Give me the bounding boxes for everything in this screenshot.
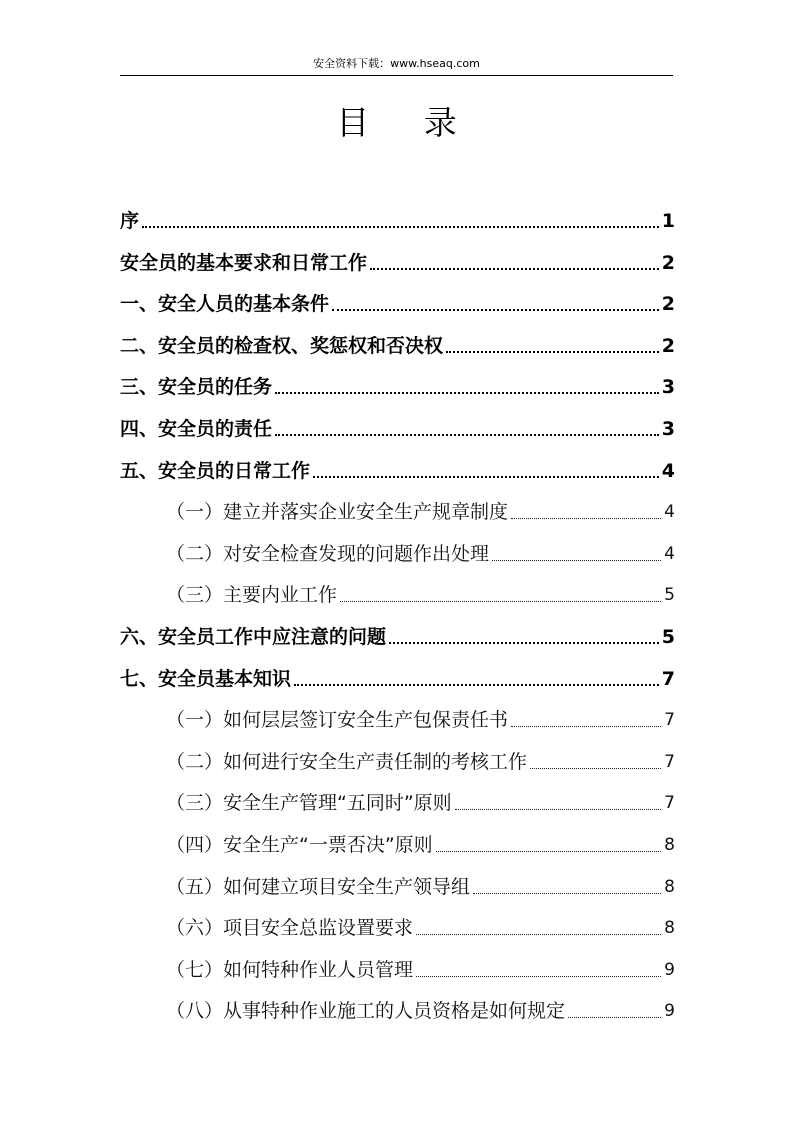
toc-entry[interactable] [166, 788, 675, 816]
toc-entry-title: 一、安全人员的基本条件 [120, 293, 330, 316]
toc-dot-leader [455, 809, 661, 810]
toc-page-number: 2 [661, 251, 675, 274]
toc-entry[interactable] [120, 289, 675, 317]
toc-page-number: 5 [661, 626, 675, 648]
toc-page-number: 7 [664, 710, 675, 731]
toc-dot-leader [511, 726, 661, 727]
toc-entry[interactable] [166, 913, 675, 941]
toc-page-number: 5 [664, 585, 675, 606]
toc-dot-leader [436, 851, 661, 852]
toc-entry[interactable] [166, 705, 675, 733]
toc-entry[interactable] [166, 830, 675, 858]
toc-entry[interactable] [166, 996, 675, 1024]
toc-entry[interactable] [166, 497, 675, 525]
toc-dot-leader [294, 684, 659, 686]
toc-dot-leader [313, 476, 659, 478]
toc-page-number: 8 [664, 876, 675, 897]
toc-entry-title: 四、安全员的责任 [120, 418, 273, 440]
toc-entry[interactable] [120, 414, 675, 442]
toc-entry[interactable] [166, 539, 675, 567]
toc-dot-leader [416, 934, 661, 935]
toc-dot-leader [370, 268, 659, 270]
page-title: 目 录 [336, 103, 479, 142]
toc-page-number: 2 [661, 334, 675, 357]
page-header: 安全资料下载：www.hseaq.com [313, 57, 480, 70]
toc-page-number: 3 [661, 376, 675, 399]
toc-entry[interactable] [120, 248, 675, 276]
toc-dot-leader [275, 434, 659, 436]
toc-dot-leader [568, 1017, 661, 1018]
toc-page-number: 1 [661, 210, 675, 232]
toc-entry-title: （二）如何进行安全生产责任制的考核工作 [166, 750, 528, 773]
toc-entry[interactable] [166, 955, 675, 983]
toc-entry-title: 五、安全员的日常工作 [120, 459, 311, 482]
toc-page-number: 8 [664, 835, 675, 855]
header-rule [120, 75, 673, 76]
toc-entry-title: （八）从事特种作业施工的人员资格是如何规定 [166, 1000, 566, 1023]
toc-entry[interactable] [120, 206, 675, 234]
toc-entry-title: （二）对安全检查发现的问题作出处理 [166, 542, 490, 565]
toc-dot-leader [492, 560, 661, 561]
toc-page-number: 4 [664, 502, 675, 523]
toc-entry-title: （一）如何层层签订安全生产包保责任书 [166, 709, 509, 732]
toc-dot-leader [511, 518, 661, 519]
toc-page-number: 4 [664, 543, 675, 564]
toc-entry[interactable] [120, 664, 675, 692]
toc-page-number: 9 [664, 959, 675, 980]
toc-entry-title: （三）主要内业工作 [166, 584, 338, 607]
toc-entry-title: （三）安全生产管理“五同时”原则 [166, 792, 452, 815]
toc-dot-leader [416, 976, 661, 977]
toc-dot-leader [389, 642, 659, 644]
toc-dot-leader [332, 309, 659, 311]
toc-dot-leader [530, 768, 661, 769]
toc-page-number: 8 [664, 918, 675, 939]
toc-entry-title: （一）建立并落实企业安全生产规章制度 [166, 501, 509, 524]
toc-entry-title: 序 [120, 210, 140, 232]
toc-dot-leader [446, 351, 659, 353]
toc-entry-title: 七、安全员基本知识 [120, 667, 292, 690]
toc-entry-title: 安全员的基本要求和日常工作 [120, 251, 368, 274]
toc-page-number: 7 [661, 667, 675, 690]
toc-dot-leader [142, 226, 659, 228]
toc-entry[interactable] [166, 747, 675, 775]
toc-entry[interactable] [166, 580, 675, 608]
toc-page-number: 7 [664, 793, 675, 814]
toc-page-number: 4 [661, 459, 675, 482]
toc-page-number: 2 [661, 293, 675, 316]
toc-entry[interactable] [120, 372, 675, 400]
toc-entry-title: 三、安全员的任务 [120, 376, 273, 399]
toc-entry[interactable] [120, 456, 675, 484]
toc-entry-title: 六、安全员工作中应注意的问题 [120, 626, 387, 648]
toc-dot-leader [275, 392, 659, 394]
toc-entry-title: 二、安全员的检查权、奖惩权和否决权 [120, 334, 444, 357]
toc-entry-title: （四）安全生产“一票否决”原则 [166, 834, 433, 856]
toc-page-number: 3 [661, 418, 675, 440]
toc-entry[interactable] [166, 872, 675, 900]
toc-entry[interactable] [120, 622, 675, 650]
toc-entry-title: （七）如何特种作业人员管理 [166, 958, 414, 981]
toc-dot-leader [340, 601, 661, 602]
toc-entry-title: （六）项目安全总监设置要求 [166, 917, 414, 940]
toc-page-number: 9 [664, 1001, 675, 1022]
toc-dot-leader [473, 893, 661, 894]
toc-page-number: 7 [664, 751, 675, 772]
toc-entry-title: （五）如何建立项目安全生产领导组 [166, 875, 471, 898]
toc-entry[interactable] [120, 331, 675, 359]
